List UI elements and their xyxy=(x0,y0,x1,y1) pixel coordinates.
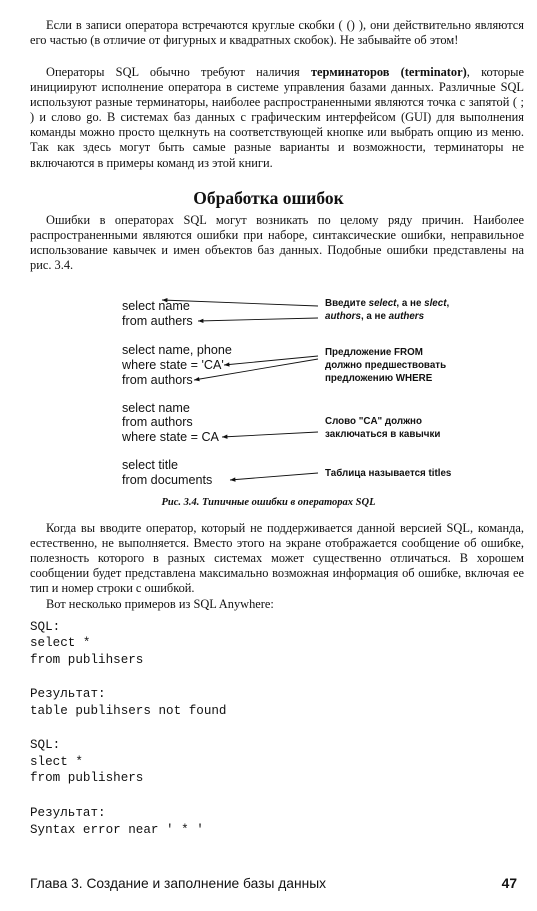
fig-note-spelling: Введите select, а не slect, xyxy=(325,298,450,309)
fig-code-line: select name xyxy=(122,401,190,415)
paragraph-parentheses: Если в записи оператора встречаются круглые скобки ( () ), они действительно являются его частью (в отличие от фигурных и квадратных скобок). Не забывайте об этом! xyxy=(30,18,524,48)
fig-note-order: должно предшествовать xyxy=(325,360,447,371)
code-result-label: Результат: xyxy=(30,687,106,701)
section-heading: Обработка ошибок xyxy=(193,188,344,208)
fig-code-line: select title xyxy=(122,458,178,472)
code-line: from publishers xyxy=(30,771,144,785)
fig-note-quotes: Слово "CA" должно xyxy=(325,416,422,427)
code-line: from publihsers xyxy=(30,653,144,667)
fig-arrow xyxy=(224,356,318,365)
figure-caption: Рис. 3.4. Типичные ошибки в операторах SQL xyxy=(161,497,376,508)
fig-code-line: select name xyxy=(122,299,190,313)
footer-chapter-title: Глава 3. Создание и заполнение базы данных xyxy=(30,876,327,891)
fig-arrow xyxy=(222,432,318,437)
fig-note-table: Таблица называется titles xyxy=(325,468,452,479)
code-sql-label: SQL: xyxy=(30,620,61,634)
paragraph-error-messages: Когда вы вводите оператор, который не поддерживается данной версией SQL, команда, естественно, не выполняется. Вместо этого на экране отображается сообщение об ошибке, полезность которого в разных системах может существенно отличаться. В хорошем сообщении будет представлена максимально возможная информация об ошибке, включая ее тип и номер строки с ошибкой. xyxy=(30,521,524,596)
fig-note-quotes: заключаться в кавычки xyxy=(325,429,441,440)
fig-note-spelling: authors, а не authers xyxy=(325,311,425,322)
fig-code-line: select name, phone xyxy=(122,343,232,357)
paragraph-examples-intro: Вот несколько примеров из SQL Anywhere: xyxy=(46,597,274,611)
code-result-label: Результат: xyxy=(30,806,106,820)
code-line: slect * xyxy=(30,755,83,769)
fig-code-line: where state = 'CA' xyxy=(122,358,224,372)
fig-code-line: from documents xyxy=(122,473,213,487)
fig-arrow xyxy=(230,473,318,480)
code-sql-label: SQL: xyxy=(30,738,61,752)
fig-note-order: Предложение FROM xyxy=(325,347,423,358)
paragraph-errors-intro: Ошибки в операторах SQL могут возникать по целому ряду причин. Наиболее распространенными являются ошибки при наборе, синтаксические ошибки, неправильное использование кавычек и имен объектов баз данных. Подобные ошибки представлены на рис. 3.4. xyxy=(30,213,524,273)
term-terminators: терминаторов (terminator) xyxy=(310,65,467,79)
paragraph-terminators: Операторы SQL обычно требуют наличия терминаторов (terminator), которые инициируют исполнение оператора в системе управления базами данных. Различные SQL используют разные терминаторы, наиболее распространенными являются точка с запятой ( ; ) и слово go. В системах баз данных с графическим интерфейсом (GUI) для выполнения команды можно просто щелкнуть на соответствующей кнопке или выбрать опцию из меню. Так как здесь могут быть самые разные варианты и возможности, терминаторы не включаются в примеры команд из этой книги. xyxy=(30,65,524,170)
code-line: table publihsers not found xyxy=(30,704,227,718)
fig-code-line: from authors xyxy=(122,415,193,429)
fig-arrow xyxy=(198,318,318,321)
fig-code-line: from authers xyxy=(122,314,193,328)
fig-code-line: where state = CA xyxy=(122,430,219,444)
footer-page-number: 47 xyxy=(501,876,517,891)
fig-code-line: from authors xyxy=(122,373,193,387)
code-line: Syntax error near ' * ' xyxy=(30,823,204,837)
code-line: select * xyxy=(30,636,91,650)
fig-note-order: предложению WHERE xyxy=(325,373,433,384)
